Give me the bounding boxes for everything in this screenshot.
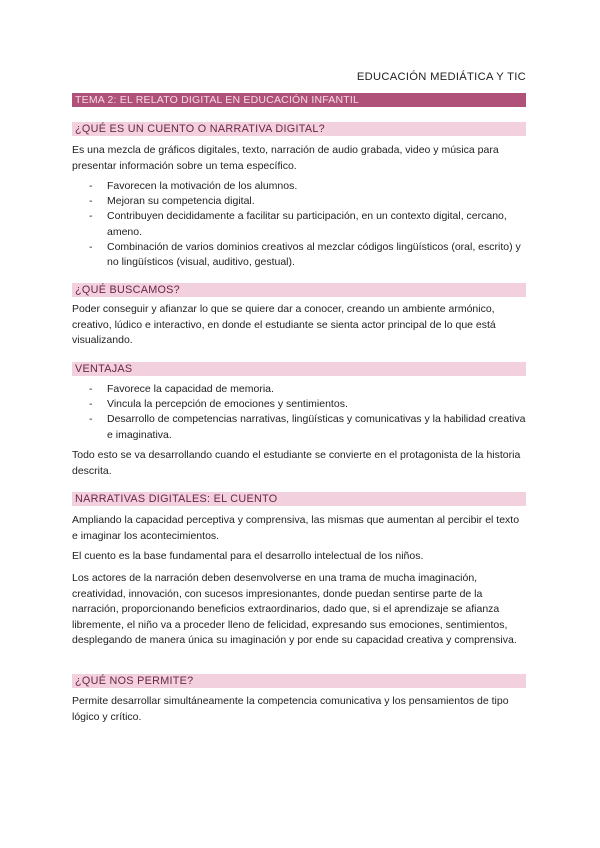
course-header: EDUCACIÓN MEDIÁTICA Y TIC <box>356 71 526 83</box>
bullet-dash: - <box>89 413 93 426</box>
list-item: - Favorecen la motivación de los alumnos. <box>72 179 526 194</box>
section-permite-text: Permite desarrollar simultáneamente la competencia comunicativa y los pensamientos de tipo lógico y crítico. <box>72 695 509 723</box>
list-item: - Desarrollo de competencias narrativas, lingüísticas y comunicativas y la habilidad creativa e imaginativa. <box>89 413 526 441</box>
section-narrativas-p1: Ampliando la capacidad perceptiva y comprensiva, las mismas que aumentan al percibir el texto e imaginar los acontecimientos. <box>72 514 520 542</box>
bullet-dash: - <box>89 195 93 208</box>
section-heading-buscamos: ¿QUÉ BUSCAMOS? <box>72 283 526 297</box>
list-item: - Contribuyen decididamente a facilitar su participación, en un contexto digital, cercano, ameno. <box>89 210 507 238</box>
section-que-es-intro: Es una mezcla de gráficos digitales, texto, narración de audio grabada, video y música para presentar información sobre un tema específico. <box>72 144 499 172</box>
list-item: - Vincula la percepción de emociones y sentimientos. <box>72 397 526 412</box>
list-item: - Mejoran su competencia digital. <box>72 194 526 209</box>
section-narrativas-p3: Los actores de la narración deben desenvolverse en una trama de mucha imaginación, creatividad, innovación, con sucesos impresionantes, donde puedan sentirse parte de la narración, proporcionando beneficios extraordinarios, dado que, si el aprendizaje se afianza libremente, el niño va a proceder lleno de felicidad, expresando sus emociones, sentimientos, desplegando de manera única su imaginación y por ende su capacidad creativa y comprensiva. <box>72 572 517 647</box>
section-heading-que-es: ¿QUÉ ES UN CUENTO O NARRATIVA DIGITAL? <box>72 122 526 136</box>
bullet-dash: - <box>89 398 93 411</box>
list-item: - Combinación de varios dominios creativos al mezclar códigos lingüísticos (oral, escrito) y no lingüísticos (visual, auditivo, gestual). <box>89 240 521 269</box>
section-heading-narrativas: NARRATIVAS DIGITALES: EL CUENTO <box>72 492 526 506</box>
list-item: - Favorece la capacidad de memoria. <box>72 382 526 397</box>
section-heading-permite: ¿QUÉ NOS PERMITE? <box>72 674 526 688</box>
section-narrativas-p2: El cuento es la base fundamental para el desarrollo intelectual de los niños. <box>72 550 424 562</box>
section-ventajas-closing: Todo esto se va desarrollando cuando el estudiante se convierte en el protagonista de la historia descrita. <box>72 449 521 477</box>
bullet-dash: - <box>89 210 93 223</box>
section-que-es-list <box>72 179 526 270</box>
bullet-dash: - <box>89 383 93 395</box>
bullet-dash: - <box>89 180 93 192</box>
section-buscamos-text: Poder conseguir y afianzar lo que se quiere dar a conocer, creando un ambiente armónico, creativo, lúdico e interactivo, en donde el estudiante se sienta actor principal de lo que está visualizando. <box>72 303 496 347</box>
topic-title-bar: TEMA 2: EL RELATO DIGITAL EN EDUCACIÓN INFANTIL <box>72 93 526 107</box>
section-heading-ventajas: VENTAJAS <box>72 362 526 376</box>
section-ventajas-list <box>72 382 526 443</box>
bullet-dash: - <box>89 240 93 253</box>
